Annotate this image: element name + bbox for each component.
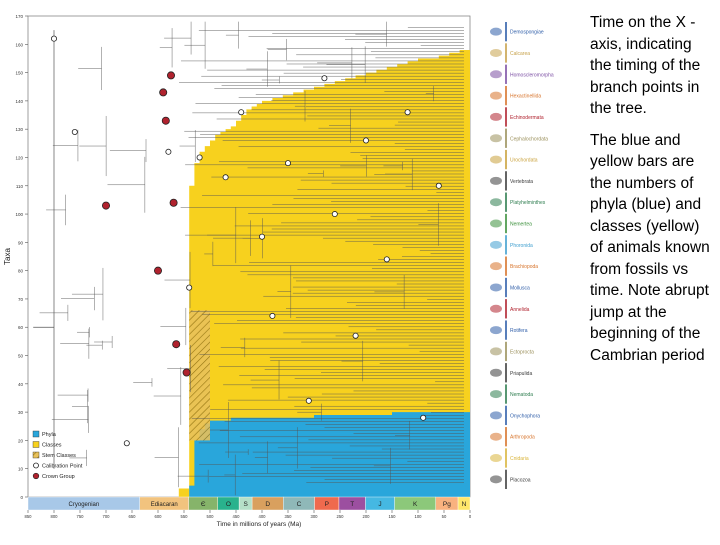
- clade-label: Ectoprocta: [510, 349, 534, 356]
- clade-label: Hexactinellida: [510, 93, 542, 100]
- crown-group-node: [160, 89, 167, 96]
- phyla-area: [179, 412, 470, 497]
- y-tick-label: 160: [15, 42, 23, 48]
- clade-icon: [490, 134, 502, 142]
- x-tick-label: 750: [76, 514, 84, 519]
- clade-label: Demospongiae: [510, 29, 544, 36]
- period-label: T: [350, 501, 355, 508]
- y-tick-label: 170: [15, 14, 23, 19]
- y-tick-label: 140: [15, 98, 23, 104]
- calibration-node: [322, 76, 327, 81]
- calibration-node: [270, 313, 275, 318]
- calibration-node: [353, 333, 358, 338]
- x-tick-label: 150: [388, 514, 396, 519]
- calibration-node: [259, 234, 264, 239]
- period-label: C: [296, 501, 302, 508]
- caption-panel: [590, 12, 714, 376]
- x-tick-label: 100: [414, 514, 422, 519]
- crown-group-node: [154, 267, 161, 274]
- clade-label: Brachiopoda: [510, 264, 539, 271]
- x-tick-label: 0: [468, 514, 472, 519]
- legend-label: Crown Group: [42, 474, 75, 480]
- crown-group-node: [170, 199, 177, 206]
- period-label: O: [225, 501, 231, 508]
- clade-label: Phoronida: [510, 242, 533, 249]
- clade-label: Annelida: [510, 306, 530, 313]
- y-tick-label: 10: [17, 466, 23, 472]
- caption-paragraph-1: Time on the X -axis, indicating the timing of the branch points in the tree.: [590, 14, 701, 117]
- calibration-node: [239, 110, 244, 115]
- clade-icon: [490, 262, 502, 270]
- clade-label: Arthropoda: [510, 434, 535, 441]
- calibration-node: [332, 211, 337, 216]
- legend-swatch: [33, 442, 39, 448]
- clade-label: Cnidaria: [510, 456, 529, 463]
- clade-icon: [490, 220, 502, 228]
- clade-icon: [490, 70, 502, 78]
- clade-label: Urochordata: [510, 157, 538, 164]
- crown-group-node: [173, 341, 180, 348]
- y-tick-label: 80: [17, 268, 23, 274]
- y-tick-label: 50: [17, 353, 23, 359]
- y-tick-label: 110: [15, 183, 23, 189]
- clade-icon: [490, 156, 502, 164]
- caption-paragraph-2: The blue and yellow bars are the numbers of phyla (blue) and classes (yellow) of animals known from fossils vs time. Note abrupt jump at the beginning of the Cambrian period: [590, 131, 710, 364]
- legend-label: Phyla: [42, 432, 56, 438]
- y-tick-label: 150: [15, 70, 23, 76]
- calibration-node: [223, 175, 228, 180]
- legend-swatch: [33, 431, 39, 437]
- crown-group-node: [162, 117, 169, 124]
- y-tick-label: 90: [17, 240, 23, 246]
- y-tick-label: 40: [17, 381, 23, 387]
- legend-label: Stem Classes: [42, 453, 76, 459]
- x-tick-label: 300: [310, 514, 318, 519]
- clade-label: Vertebrata: [510, 178, 534, 185]
- calibration-node: [124, 441, 129, 446]
- y-tick-label: 70: [17, 296, 23, 302]
- period-label: D: [265, 501, 271, 508]
- legend-marker: [33, 473, 39, 479]
- legend-label: Calibration Point: [42, 463, 83, 470]
- y-tick-label: 20: [17, 438, 23, 444]
- clade-icon: [490, 305, 502, 313]
- clade-label: Placozoa: [510, 477, 531, 484]
- legend-label: Classes: [42, 442, 62, 449]
- clade-label: Nematoda: [510, 392, 534, 399]
- crown-group-node: [183, 369, 190, 376]
- calibration-node: [363, 138, 368, 143]
- x-tick-label: 200: [362, 514, 370, 519]
- x-tick-label: 50: [441, 514, 447, 519]
- calibration-node: [405, 110, 410, 115]
- clade-label: Echinodermata: [510, 114, 544, 121]
- x-tick-label: 250: [336, 514, 344, 519]
- clade-icon: [490, 411, 502, 419]
- y-tick-label: 130: [15, 127, 23, 133]
- stem-classes-area: [189, 310, 210, 440]
- calibration-node: [197, 155, 202, 160]
- period-label: N: [461, 501, 467, 508]
- crown-group-node: [102, 202, 109, 209]
- clade-icon: [490, 475, 502, 483]
- calibration-node: [306, 398, 311, 403]
- clade-icon: [490, 113, 502, 121]
- calibration-node: [166, 149, 171, 154]
- x-tick-label: 650: [128, 514, 136, 519]
- clade-label: Calcarea: [510, 50, 531, 57]
- y-tick-label: 30: [17, 410, 23, 416]
- x-tick-label: 500: [206, 514, 214, 519]
- clade-icon: [490, 369, 502, 377]
- y-tick-label: 0: [20, 495, 23, 500]
- calibration-node: [72, 129, 77, 134]
- clade-icon: [490, 326, 502, 334]
- y-tick-label: 100: [15, 212, 23, 218]
- clade-icon: [490, 198, 502, 206]
- legend-marker: [34, 463, 39, 468]
- clade-label: Rotifera: [510, 328, 528, 335]
- calibration-node: [436, 183, 441, 188]
- clade-icon: [490, 454, 502, 462]
- clade-icon: [490, 49, 502, 57]
- calibration-node: [51, 36, 56, 41]
- x-tick-label: 400: [258, 514, 266, 519]
- x-tick-label: 700: [102, 514, 110, 519]
- y-tick-label: 60: [17, 325, 23, 331]
- clade-icon: [490, 28, 502, 36]
- period-label: Pg: [442, 501, 451, 508]
- x-axis-label: Time in millions of years (Ma): [216, 521, 302, 528]
- x-tick-label: 800: [50, 514, 58, 519]
- y-tick-label: 120: [15, 155, 23, 161]
- x-tick-label: 600: [154, 514, 162, 519]
- x-tick-label: 550: [180, 514, 188, 519]
- clade-label: Onychophora: [510, 413, 541, 420]
- clade-label: Mollusca: [510, 285, 530, 292]
- calibration-node: [421, 415, 426, 420]
- clade-label: Cephalochordata: [510, 136, 549, 143]
- calibration-node: [187, 285, 192, 290]
- clade-label: Priapulida: [510, 370, 533, 377]
- period-label: Cryogenian: [68, 502, 100, 508]
- clade-icon: [490, 177, 502, 185]
- period-label: K: [412, 501, 418, 508]
- calibration-node: [285, 161, 290, 166]
- clade-icon: [490, 347, 502, 355]
- x-tick-label: 850: [24, 514, 32, 519]
- crown-group-node: [167, 72, 174, 79]
- clade-label: Platyhelminthes: [510, 200, 546, 207]
- clade-label: Nemertea: [510, 221, 532, 228]
- period-label: S: [243, 501, 248, 508]
- clade-icon: [490, 92, 502, 100]
- calibration-node: [384, 257, 389, 262]
- clade-icon: [490, 433, 502, 441]
- period-label: P: [324, 501, 329, 508]
- clade-icon: [490, 390, 502, 398]
- clade-icon: [490, 241, 502, 249]
- x-tick-label: 350: [284, 514, 292, 519]
- period-label: Є: [200, 501, 206, 508]
- clade-icon: [490, 283, 502, 291]
- period-label: Ediacaran: [150, 502, 178, 508]
- y-axis-label: Taxa: [3, 248, 12, 265]
- period-label: J: [378, 501, 382, 508]
- clade-label: Homoscleromorpha: [510, 72, 554, 79]
- legend-swatch: [33, 452, 39, 458]
- x-tick-label: 450: [232, 514, 240, 519]
